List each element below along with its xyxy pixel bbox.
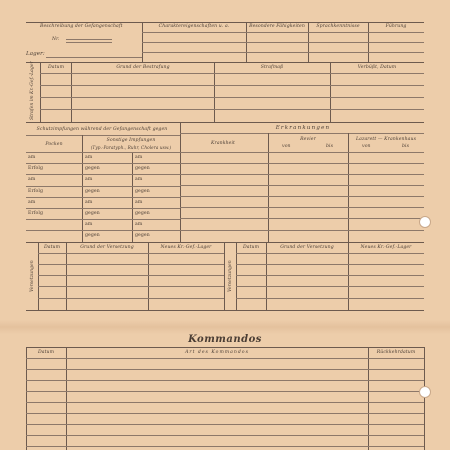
vers-neues-2: Neues Kr.-Gef.-Lager xyxy=(360,245,412,250)
rule xyxy=(142,32,424,33)
erk-von2: von xyxy=(362,144,371,149)
impf-sonstige-cell: gegen xyxy=(85,166,100,172)
rule xyxy=(71,62,72,122)
label-nr: Nr. xyxy=(52,37,60,42)
strafen-datum: Datum xyxy=(47,65,65,70)
rule xyxy=(38,275,224,276)
rule xyxy=(26,122,424,123)
rule xyxy=(26,174,180,175)
kommandos-datum: Datum xyxy=(37,350,55,355)
kommando-row[interactable] xyxy=(26,424,424,425)
rule xyxy=(224,242,225,310)
rule xyxy=(236,286,424,287)
rule xyxy=(236,264,424,265)
impf-sonstige-cell: am xyxy=(85,155,93,160)
impf-sonstige-cell: gegen xyxy=(135,211,150,216)
versetzungen-side-label-2: Versetzungen xyxy=(228,260,233,292)
impf-sonstige-cell: gegen xyxy=(85,211,100,216)
impf-pocken-cell: Erfolg xyxy=(28,211,44,216)
kommando-row[interactable] xyxy=(26,358,424,359)
label-fuehrung: Führung xyxy=(385,24,407,29)
strafen-strafmass: Strafmaß xyxy=(260,65,284,70)
kommandos-art: Art des Kommandos xyxy=(185,350,249,355)
impf-sonstige-cell: am xyxy=(85,177,93,183)
rule xyxy=(26,152,180,153)
erk-lazarett: Lazarett — Krankenhaus xyxy=(355,137,417,142)
vers-datum: Datum xyxy=(43,245,61,250)
vers-neues: Neues Kr.-Gef.-Lager xyxy=(160,245,212,250)
impf-sonstige-cell: gegen xyxy=(135,166,150,172)
rule xyxy=(26,186,180,187)
kommando-row[interactable] xyxy=(26,402,424,403)
rule xyxy=(236,275,424,276)
rule xyxy=(40,109,424,110)
impf-pocken-cell: Erfolg xyxy=(28,188,44,194)
erk-bis: bis xyxy=(326,144,334,149)
erkrankungen-header: Erkrankungen xyxy=(275,125,331,131)
kommando-row[interactable] xyxy=(26,413,424,414)
schutz-header: Schutzimpfungen während der Gefangenschaft gegen xyxy=(36,127,168,132)
erk-krankheit: Krankheit xyxy=(210,141,236,146)
rule xyxy=(26,242,424,243)
strafen-grund: Grund der Bestrafung xyxy=(116,65,170,70)
schutz-sonstige-sub: (Typ.-Paratyph., Ruhr, Cholera usw.) xyxy=(90,145,172,150)
impf-pocken-cell: am xyxy=(28,155,36,160)
rule xyxy=(26,230,180,231)
rule xyxy=(268,133,269,242)
impf-pocken-cell: am xyxy=(28,177,36,183)
label-charakter: Charaktereigenschaften u. a. xyxy=(158,24,230,29)
rule xyxy=(38,286,224,287)
rule xyxy=(66,39,112,40)
rule xyxy=(26,208,180,209)
punch-hole xyxy=(419,386,431,398)
rule xyxy=(38,298,224,299)
strafen-verbuesst: Verbüßt, Datum xyxy=(357,65,397,70)
erk-von: von xyxy=(282,144,291,149)
lager-line[interactable] xyxy=(46,57,142,58)
impf-sonstige-cell: gegen xyxy=(85,188,100,194)
rule xyxy=(180,196,424,197)
rule xyxy=(330,62,331,122)
impf-sonstige-cell: gegen xyxy=(85,233,100,239)
rule xyxy=(26,197,180,198)
label-sprachen: Sprachkenntnisse xyxy=(316,24,360,29)
vers-grund-2: Grund der Versetzung xyxy=(280,245,334,250)
rule xyxy=(38,264,224,265)
rule xyxy=(214,62,215,122)
kommando-row[interactable] xyxy=(26,391,424,392)
schutz-sonstige: Sonstige Impfungen xyxy=(106,138,156,143)
rule xyxy=(38,253,224,254)
impf-pocken-cell: Erfolg xyxy=(28,166,44,172)
rule xyxy=(142,52,424,53)
kommando-row[interactable] xyxy=(26,446,424,447)
impf-sonstige-cell: gegen xyxy=(135,188,150,194)
rule xyxy=(348,133,349,242)
punch-hole xyxy=(419,216,431,228)
rule xyxy=(66,42,112,43)
impf-sonstige-cell: gegen xyxy=(135,233,150,239)
kommandos-rueckkehr: Rückkehrdatum xyxy=(376,350,416,355)
rule xyxy=(180,230,424,231)
kommandos-title: Kommandos xyxy=(188,334,262,345)
impf-sonstige-cell: am xyxy=(135,199,143,205)
rule xyxy=(142,42,424,43)
rule xyxy=(180,207,424,208)
kommando-row[interactable] xyxy=(26,369,424,370)
label-lager: Lager: xyxy=(26,51,45,57)
rule xyxy=(180,163,424,164)
schutz-pocken: Pocken xyxy=(45,142,63,147)
label-faehigkeiten: Besondere Fähigkeiten xyxy=(249,24,305,29)
rule xyxy=(236,298,424,299)
impf-sonstige-cell: am xyxy=(135,177,143,183)
impf-sonstige-cell: am xyxy=(85,199,93,205)
rule xyxy=(26,22,424,23)
impf-sonstige-cell: am xyxy=(135,155,143,160)
rule xyxy=(26,163,180,164)
strafen-side-label: Strafen im Kr.-Gef.-Lager xyxy=(30,61,35,120)
rule xyxy=(180,218,424,219)
kommando-row[interactable] xyxy=(26,380,424,381)
rule xyxy=(40,97,424,98)
erk-revier: Revier xyxy=(300,137,316,142)
vers-grund: Grund der Versetzung xyxy=(80,245,134,250)
rule xyxy=(26,310,424,311)
erk-bis2: bis xyxy=(402,144,410,149)
rule xyxy=(236,253,424,254)
rule xyxy=(180,133,424,134)
rule xyxy=(26,219,180,220)
vers-datum-2: Datum xyxy=(242,245,260,250)
versetzungen-side-label: Versetzungen xyxy=(30,260,35,292)
rule xyxy=(40,62,41,122)
impf-sonstige-cell: am xyxy=(85,222,93,228)
label-beschreibung: Beschreibung der Gefangenschaft xyxy=(40,24,123,29)
impf-sonstige-cell: am xyxy=(135,222,143,228)
rule xyxy=(26,62,424,63)
rule xyxy=(180,185,424,186)
impf-pocken-cell: am xyxy=(28,199,36,205)
rule xyxy=(180,152,424,153)
rule xyxy=(424,347,425,450)
rule xyxy=(180,174,424,175)
page-fold xyxy=(0,320,450,334)
rule xyxy=(26,347,424,348)
rule xyxy=(40,85,424,86)
rule xyxy=(180,122,181,242)
rule xyxy=(40,73,424,74)
rule xyxy=(26,135,180,136)
kommando-row[interactable] xyxy=(26,435,424,436)
